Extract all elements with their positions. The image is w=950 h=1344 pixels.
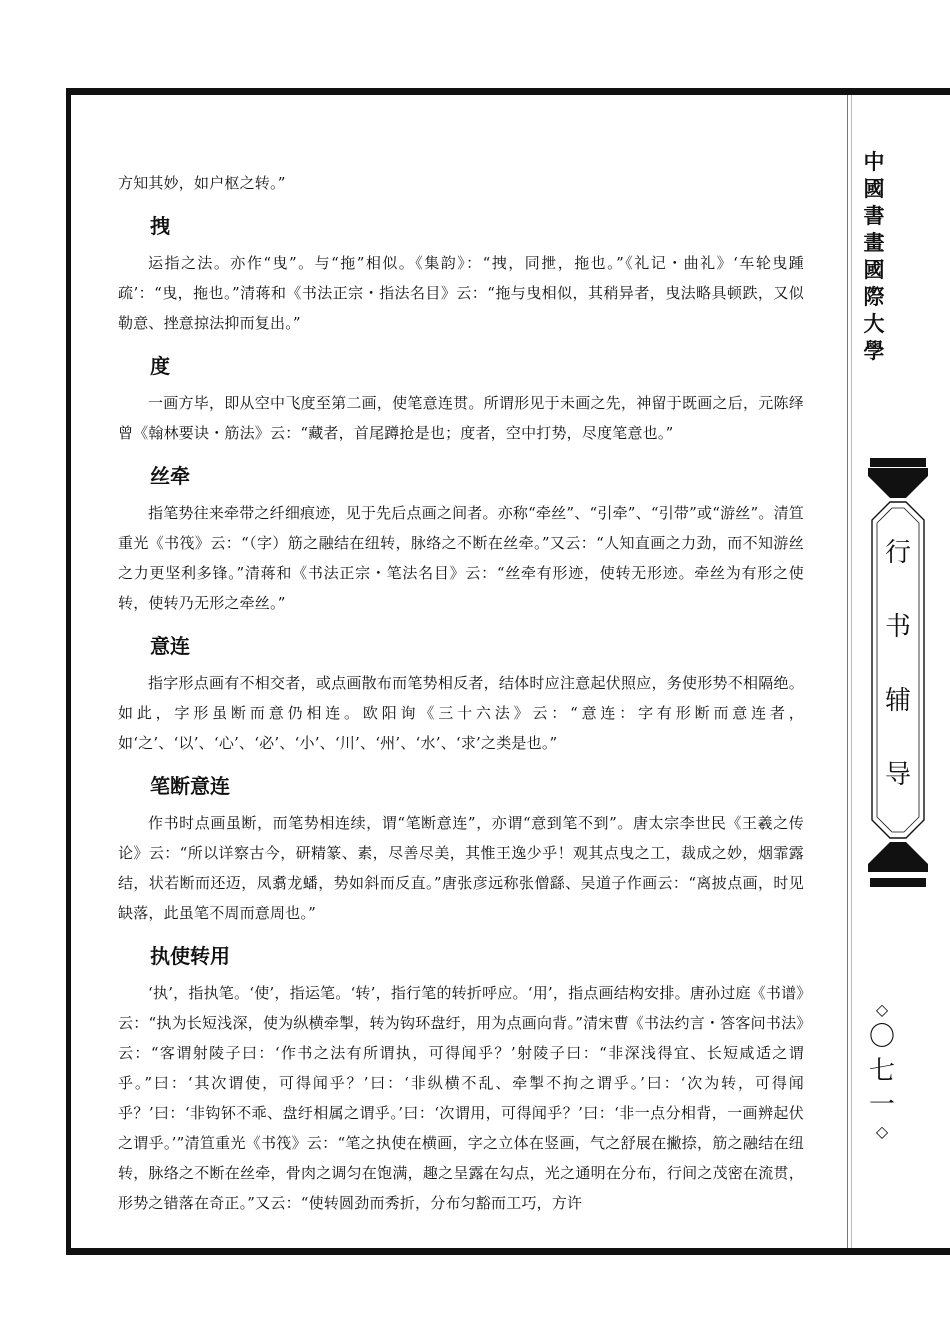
section-title-char: 书 xyxy=(884,612,911,642)
badge-top-bar xyxy=(870,458,926,467)
section-title-char: 行 xyxy=(884,538,911,568)
series-title-char: 學 xyxy=(863,338,885,363)
diamond-icon: ◇ xyxy=(875,1122,889,1141)
series-title-char: 畫 xyxy=(863,230,885,255)
margin-divider-line-inner xyxy=(851,95,852,1248)
margin-divider-line xyxy=(847,95,848,1248)
entry-heading: 拽 xyxy=(150,214,170,238)
entry-paragraph: 作书时点画虽断，而笔势相连续，谓“笔断意连”，亦谓“意到笔不到”。唐太宗李世民《王羲之传论》云：“所以详察古今，研精篆、素，尽善尽美，其惟王逸少乎！观其点曳之工，裁成之妙，烟霏露结，状若断而还迈，凤翥龙蟠，势如斜而反直。”唐张彦远称张僧繇、吴道子作画云：“离披点画，时见缺落，此虽笔不周而意周也。” xyxy=(118,814,804,922)
series-title-char: 國 xyxy=(863,176,885,201)
page-number xyxy=(862,1000,902,1142)
page-number-char: 〇 xyxy=(868,1022,895,1052)
entry xyxy=(118,212,804,338)
entry-paragraph: 一画方毕，即从空中飞度至第二画，使笔意连贯。所谓形见于未画之先，神留于既画之后，元陈绎曾《翰林要诀・筋法》云：“藏者，首尾蹲抢是也；度者，空中打势，尽度笔意也。” xyxy=(118,394,804,442)
section-title-vertical xyxy=(868,540,928,836)
entry-heading: 执使转用 xyxy=(150,944,230,968)
entry xyxy=(118,462,804,618)
series-title-char: 際 xyxy=(863,284,885,309)
page-number-char: 七 xyxy=(868,1056,895,1086)
series-title-char: 書 xyxy=(863,203,885,228)
page-number-char: 一 xyxy=(868,1090,895,1120)
entry-paragraph: ‘执’，指执笔。‘使’，指运笔。‘转’，指行笔的转折呼应。‘用’，指点画结构安排。唐孙过庭《书谱》云：“执为长短浅深，使为纵横牵掣，转为钩环盘纡，用为点画向背。”清宋曹《书法约言・答客问书法》云：“客谓射陵子曰：‘作书之法有所谓执，可得闻乎？’射陵子曰：“非深浅得宜、长短咸适之谓乎。”曰：‘其次谓使，可得闻乎？’曰：‘非纵横不乱、牵掣不拘之谓乎。’曰：‘次为转，可得闻乎？’曰：‘非钩钚不乖、盘纡相属之谓乎。’曰：‘次谓用，可得闻乎？’曰：‘非一点分相背，一画辨起伏之谓乎。’”清笪重光《书筏》云：“笔之执使在横画，字之立体在竖画，气之舒展在撇捺，筋之融结在纽转，脉络之不断在丝牵，骨肉之调匀在饱满，趣之呈露在勾点，光之通明在分布，行间之茂密在流贯，形势之错落在奇正。”又云：“使转圆劲而秀折，分布匀豁而工巧，方许 xyxy=(118,984,804,1212)
diamond-icon: ◇ xyxy=(875,1000,889,1019)
series-title-char: 大 xyxy=(863,311,885,336)
frame-top-border xyxy=(66,88,950,95)
entry-paragraph: 运指之法。亦作“曳”。与“拖”相似。《集韵》：“拽，同抴，拖也。”《礼记・曲礼》‘车轮曳踵疏’：“曳，拖也。”清蒋和《书法正宗・指法名目》云：“拖与曳相似，其稍异者，曳法略具顿跌，又似勒意、挫意掠法抑而复出。” xyxy=(118,254,804,332)
section-title-char: 导 xyxy=(884,760,911,790)
entry-paragraph: 指笔势往来牵带之纤细痕迹，见于先后点画之间者。亦称“牵丝”、“引牵”、“引带”或“游丝”。清笪重光《书筏》云：“（字）筋之融结在纽转，脉络之不断在丝牵。”又云：“人知直画之力劲，而不知游丝之力更坚利多锋。”清蒋和《书法正宗・笔法名目》云：“丝牵有形迹，使转无形迹。牵丝为有形之使转，使转乃无形之牵丝。” xyxy=(118,504,804,612)
entry-heading: 度 xyxy=(150,354,170,378)
lead-paragraph: 方知其妙，如户枢之转。” xyxy=(118,174,286,192)
entry xyxy=(118,942,804,1218)
entry xyxy=(118,352,804,448)
entry-paragraph: 指字形点画有不相交者，或点画散布而笔势相反者，结体时应注意起伏照应，务使形势不相隔绝。如此，字形虽断而意仍相连。欧阳询《三十六法》云：“意连：字有形断而意连者，如‘之’、‘以’、‘心’、‘必’、‘小’、‘川’、‘州’、‘水’、‘求’之类是也。” xyxy=(118,674,804,752)
entry-heading: 意连 xyxy=(150,634,190,658)
main-text-column xyxy=(118,168,804,1218)
entry xyxy=(118,632,804,758)
badge-top-cap xyxy=(868,468,928,498)
frame-left-border xyxy=(66,88,71,1254)
badge-bottom-cap xyxy=(868,842,928,872)
frame-bottom-border xyxy=(66,1248,950,1255)
entry-heading: 笔断意连 xyxy=(150,774,230,798)
entry xyxy=(118,772,804,928)
entry-heading: 丝牵 xyxy=(150,464,190,488)
series-title-char: 國 xyxy=(863,257,885,282)
series-title-vertical xyxy=(860,148,888,364)
badge-bottom-bar xyxy=(870,878,926,887)
series-title-char: 中 xyxy=(863,149,885,174)
section-title-char: 辅 xyxy=(884,686,911,716)
